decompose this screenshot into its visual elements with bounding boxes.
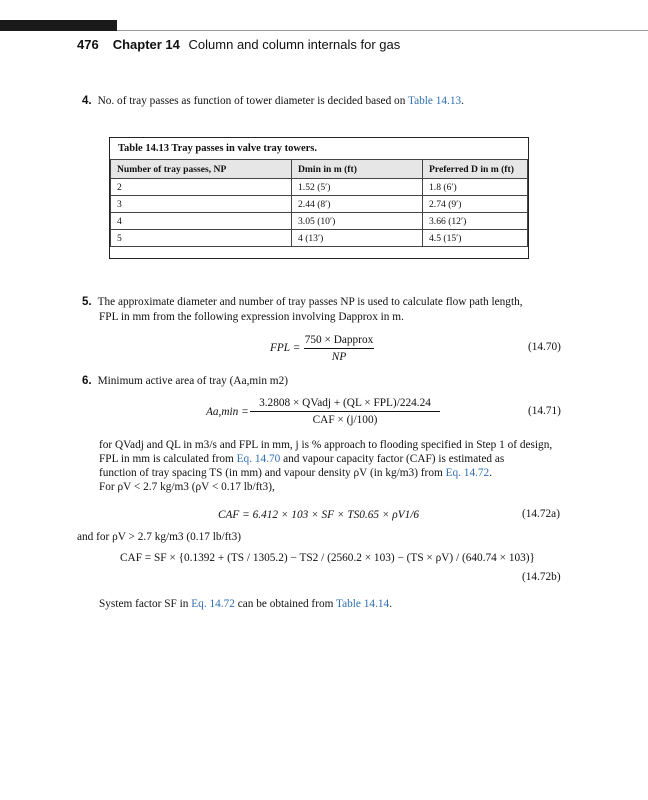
cell: 2: [111, 179, 292, 196]
item-number: 4.: [82, 95, 92, 107]
col-header-preferred: Preferred D in m (ft): [423, 160, 528, 179]
para-line-2: [99, 452, 504, 466]
header-rule: [117, 30, 648, 31]
item-text: No. of tray passes as function of tower diameter is decided based on: [97, 95, 408, 107]
eq-14-71-fraction: [250, 396, 440, 427]
table-row: [111, 213, 528, 230]
punct: .: [461, 95, 464, 107]
numerator: 3.2808 × QVadj + (QL × FPL)/224.24: [259, 397, 431, 409]
eq-14-70-fraction: [304, 333, 374, 364]
table-row: [111, 196, 528, 213]
para-line-4: For ρV < 2.7 kg/m3 (ρV < 0.17 lb/ft3),: [99, 481, 275, 493]
eq-14-72a: CAF = 6.412 × 103 × SF × TS0.65 × ρV1/6: [218, 509, 420, 521]
cell: 5: [111, 230, 292, 247]
eq-number-14-72b: (14.72b): [522, 571, 561, 583]
eq-14-72-link[interactable]: Eq. 14.72: [191, 598, 235, 610]
text: FPL in mm is calculated from: [99, 453, 237, 465]
cell: 2.44 (8′): [292, 196, 423, 213]
header-bar: [0, 20, 117, 31]
table-row: [111, 230, 528, 247]
table-14-13-link[interactable]: Table 14.13: [407, 95, 462, 107]
text: function of tray spacing TS (in mm) and vapour density ρV (in kg/m3) from: [99, 467, 446, 479]
text: .: [389, 598, 393, 610]
chapter-title: Column and column internals for gas: [188, 37, 401, 52]
cell: 4: [111, 213, 292, 230]
eq-14-71-lhs: Aa,min =: [206, 406, 249, 418]
eq-14-72b: CAF = SF × {0.1392 + (TS / 1305.2) − TS2 / (2560.2 × 103) − (TS × ρV) / (640.74 × 103)}: [120, 552, 535, 564]
page-number: 476: [77, 37, 99, 52]
table-grid: [110, 159, 528, 247]
denominator: CAF × (j/100): [312, 414, 378, 426]
item-text: The approximate diameter and number of tray passes NP is used to calculate flow path length,: [97, 296, 523, 308]
item-5: [82, 295, 523, 309]
cell: 1.52 (5′): [292, 179, 423, 196]
eq-14-70-link[interactable]: Eq. 14.70: [236, 453, 281, 465]
eq-14-72-link[interactable]: Eq. 14.72: [445, 467, 490, 479]
eq-14-70-lhs: FPL =: [270, 342, 301, 354]
para-line-1: for QVadj and QL in m3/s and FPL in mm, j is % approach to flooding specified in Step 1 of design,: [99, 439, 553, 451]
numerator: 750 × Dapprox: [304, 334, 374, 346]
item-text: Minimum active area of tray (Aa,min m2): [97, 375, 289, 387]
fraction-bar: [250, 411, 440, 412]
item-5-line-2: FPL in mm from the following expression involving Dapprox in m.: [99, 311, 404, 323]
chapter-label: Chapter 14: [112, 37, 180, 52]
item-6: [82, 374, 288, 388]
closing-line: [99, 597, 392, 611]
fraction-bar: [304, 348, 374, 349]
col-header-passes: Number of tray passes, NP: [111, 160, 292, 179]
denominator: NP: [331, 351, 347, 363]
text: .: [489, 467, 493, 479]
eq-number-14-72a: (14.72a): [522, 508, 560, 520]
eq-number-14-70: (14.70): [528, 341, 561, 353]
cell: 3.05 (10′): [292, 213, 423, 230]
cell: 1.8 (6′): [423, 179, 528, 196]
text: can be obtained from: [234, 598, 337, 610]
table-14-13: [109, 137, 529, 259]
running-header: [77, 37, 400, 52]
cell: 2.74 (9′): [423, 196, 528, 213]
text: and vapour capacity factor (CAF) is estimated as: [280, 453, 505, 465]
table-row: [111, 179, 528, 196]
cell: 3.66 (12′): [423, 213, 528, 230]
cell: 3: [111, 196, 292, 213]
and-for-line: and for ρV > 2.7 kg/m3 (0.17 lb/ft3): [77, 531, 241, 543]
table-caption: Table 14.13 Tray passes in valve tray towers.: [118, 143, 318, 154]
eq-number-14-71: (14.71): [528, 405, 561, 417]
item-4: [82, 94, 464, 108]
cell: 4 (13′): [292, 230, 423, 247]
table-14-14-link[interactable]: Table 14.14: [336, 598, 390, 610]
col-header-dmin: Dmin in m (ft): [292, 160, 423, 179]
text: System factor SF in: [99, 598, 192, 610]
cell: 4.5 (15′): [423, 230, 528, 247]
para-line-3: [99, 466, 492, 480]
item-number: 5.: [82, 296, 92, 308]
item-number: 6.: [82, 375, 92, 387]
